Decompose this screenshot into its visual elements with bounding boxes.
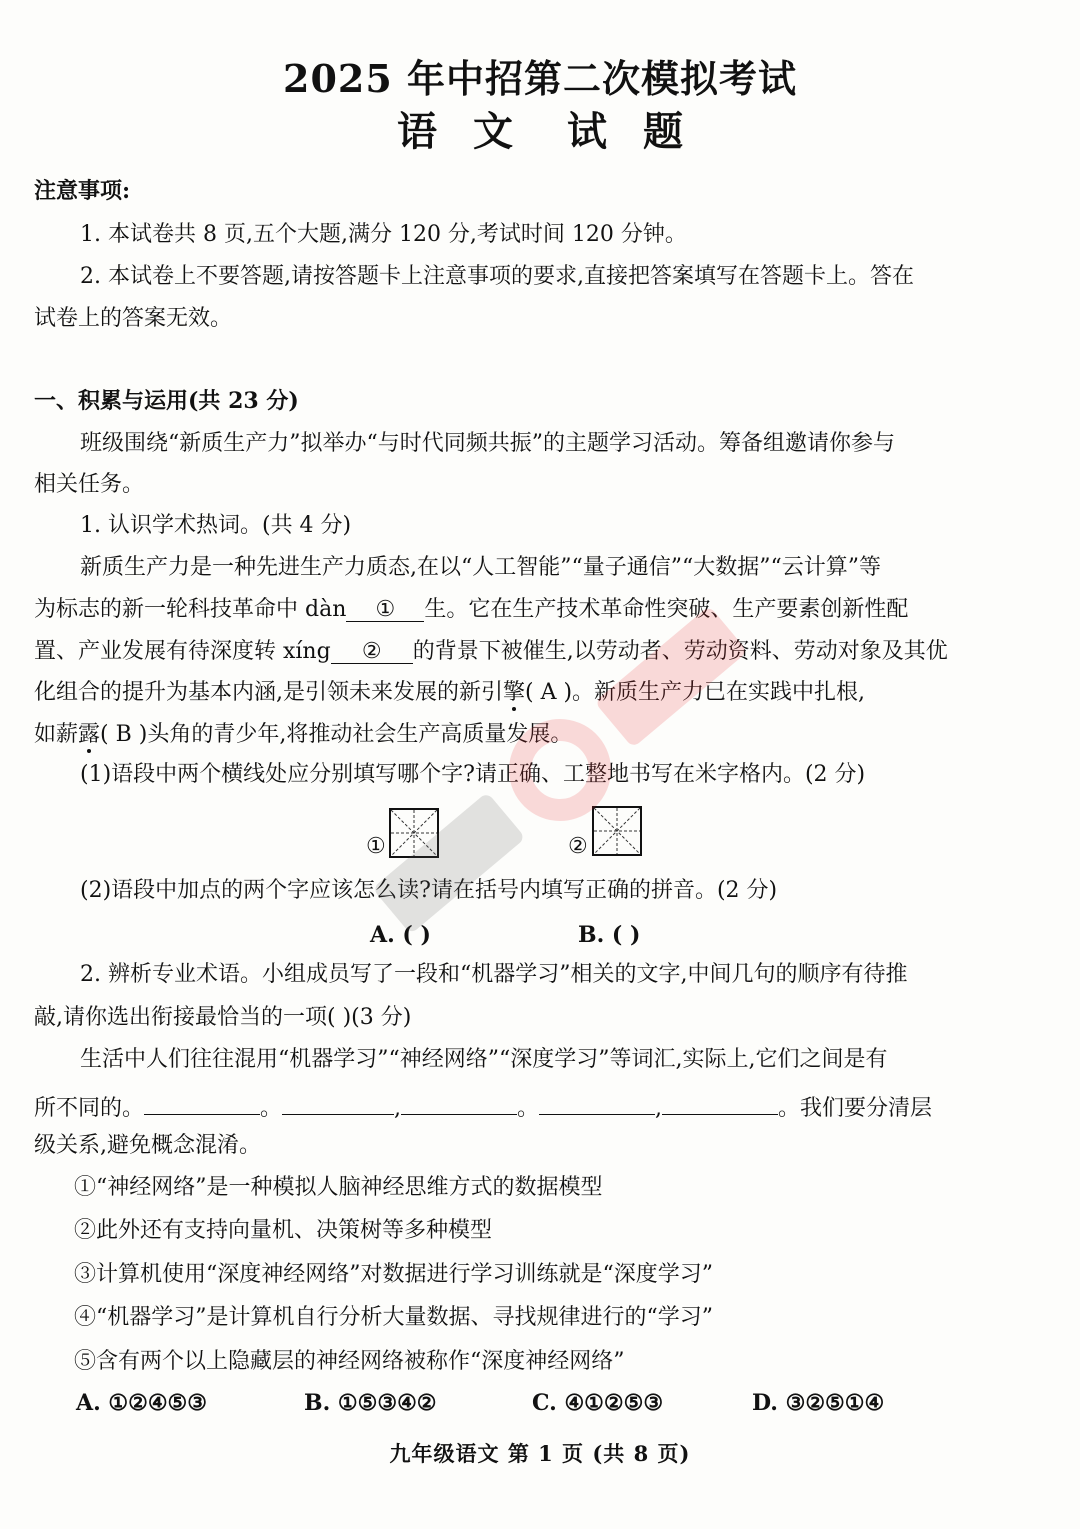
- option-b[interactable]: B. ①⑤③④②: [304, 1390, 437, 1416]
- passage1-line-5-b: ( B )头角的青少年,将推动社会生产高质量发展。: [100, 722, 573, 747]
- question-2-line-1: 2. 辨析专业术语。小组成员写了一段和“机器学习”相关的文字,中间几句的顺序有待推: [80, 962, 908, 987]
- sep-3: 。: [517, 1096, 540, 1121]
- subject-char-1: 语: [397, 108, 437, 155]
- notice-item-2a: 2. 本试卷上不要答题,请按答题卡上注意事项的要求,直接把答案填写在答题卡上。答在: [80, 264, 914, 289]
- subject-char-3: 试: [567, 108, 607, 155]
- section-intro-b: 相关任务。: [34, 472, 145, 497]
- passage2-line-2-a: 所不同的。: [34, 1096, 145, 1121]
- order-blank-4[interactable]: [539, 1088, 655, 1115]
- sentence-2: ②此外还有支持向量机、决策树等多种模型: [74, 1218, 493, 1243]
- question-2-line-2: 敲,请你选出衔接最恰当的一项( )(3 分): [34, 1005, 412, 1030]
- subject-char-4: 题: [643, 108, 683, 155]
- passage1-line-1: 新质生产力是一种先进生产力质态,在以“人工智能”“量子通信”“大数据”“云计算”等: [80, 555, 881, 580]
- blank-2: ②: [331, 637, 413, 664]
- order-blank-2[interactable]: [282, 1088, 394, 1115]
- passage1-line-4: [34, 678, 1040, 708]
- grid-label-2: ②: [568, 834, 588, 859]
- order-blank-5[interactable]: [662, 1088, 778, 1115]
- sep-4: ,: [655, 1096, 663, 1121]
- sep-2: ,: [394, 1096, 402, 1121]
- dotted-char-b: 露: [78, 722, 101, 747]
- passage2-line-2: [34, 1088, 1040, 1124]
- dotted-char-a: 擎: [503, 680, 526, 705]
- passage1-line-3: [34, 637, 1040, 667]
- passage1-line-3-a: 置、产业发展有待深度转 xíng: [34, 639, 331, 664]
- option-a[interactable]: A. ①②④⑤③: [76, 1390, 208, 1416]
- sep-1: 。: [260, 1096, 283, 1121]
- section-heading: 一、积累与运用(共 23 分): [34, 388, 299, 414]
- page-footer: 九年级语文 第 1 页 (共 8 页): [389, 1441, 691, 1466]
- passage1-line-3-b: 的背景下被催生,以劳动者、劳动资料、劳动对象及其优: [412, 639, 948, 664]
- option-c[interactable]: C. ④①②⑤③: [532, 1390, 664, 1416]
- passage1-line-4-b: ( A )。新质生产力已在实践中扎根,: [525, 680, 866, 705]
- question-1-1: (1)语段中两个横线处应分别填写哪个字?请正确、工整地书写在米字格内。(2 分): [80, 762, 866, 787]
- passage2-line-3: 级关系,避免概念混淆。: [34, 1133, 261, 1158]
- subject-char-2: 文: [473, 108, 513, 155]
- pinyin-answer-b[interactable]: B. ( ): [578, 922, 641, 948]
- rice-grid-box-1[interactable]: [389, 808, 439, 858]
- sentence-5: ⑤含有两个以上隐藏层的神经网络被称作“深度神经网络”: [74, 1349, 625, 1374]
- sentence-4: ④“机器学习”是计算机自行分析大量数据、寻找规律进行的“学习”: [74, 1305, 713, 1330]
- exam-subject-title: [0, 100, 1080, 157]
- sentence-1: ①“神经网络”是一种模拟人脑神经思维方式的数据模型: [74, 1175, 603, 1200]
- passage1-line-5-a: 如薪: [34, 722, 79, 747]
- option-d[interactable]: D. ③②⑤①④: [752, 1390, 885, 1416]
- question-1-2: (2)语段中加点的两个字应该怎么读?请在括号内填写正确的拼音。(2 分): [80, 878, 778, 903]
- sentence-3: ③计算机使用“深度神经网络”对数据进行学习训练就是“深度学习”: [74, 1262, 713, 1287]
- rice-grid-lines-2: [594, 808, 640, 854]
- pinyin-answer-a[interactable]: A. ( ): [370, 922, 431, 948]
- passage1-line-5: [34, 720, 1040, 750]
- passage2-line-1: 生活中人们往往混用“机器学习”“神经网络”“深度学习”等词汇,实际上,它们之间是有: [80, 1047, 888, 1072]
- blank-1: ①: [346, 595, 424, 622]
- notice-item-1: 1. 本试卷共 8 页,五个大题,满分 120 分,考试时间 120 分钟。: [80, 222, 687, 247]
- order-blank-3[interactable]: [401, 1088, 517, 1115]
- question-1-title: 1. 认识学术热词。(共 4 分): [80, 513, 352, 538]
- notice-heading: 注意事项:: [34, 178, 131, 204]
- grid-label-1: ①: [366, 834, 386, 859]
- passage2-line-2-b: 。我们要分清层: [778, 1096, 933, 1121]
- passage1-line-4-a: 化组合的提升为基本内涵,是引领未来发展的新引: [34, 680, 503, 705]
- passage1-line-2: [34, 595, 1040, 625]
- section-intro-a: 班级围绕“新质生产力”拟举办“与时代同频共振”的主题学习活动。筹备组邀请你参与: [80, 431, 895, 456]
- order-blank-1[interactable]: [144, 1088, 260, 1115]
- rice-grid-box-2[interactable]: [592, 806, 642, 856]
- passage1-line-2-a: 为标志的新一轮科技革命中 dàn: [34, 597, 347, 622]
- exam-title: 2025 年中招第二次模拟考试: [283, 56, 797, 101]
- rice-grid-lines-1: [391, 810, 437, 856]
- notice-item-2b: 试卷上的答案无效。: [34, 306, 233, 331]
- passage1-line-2-b: 生。它在生产技术革命性突破、生产要素创新性配: [424, 597, 909, 622]
